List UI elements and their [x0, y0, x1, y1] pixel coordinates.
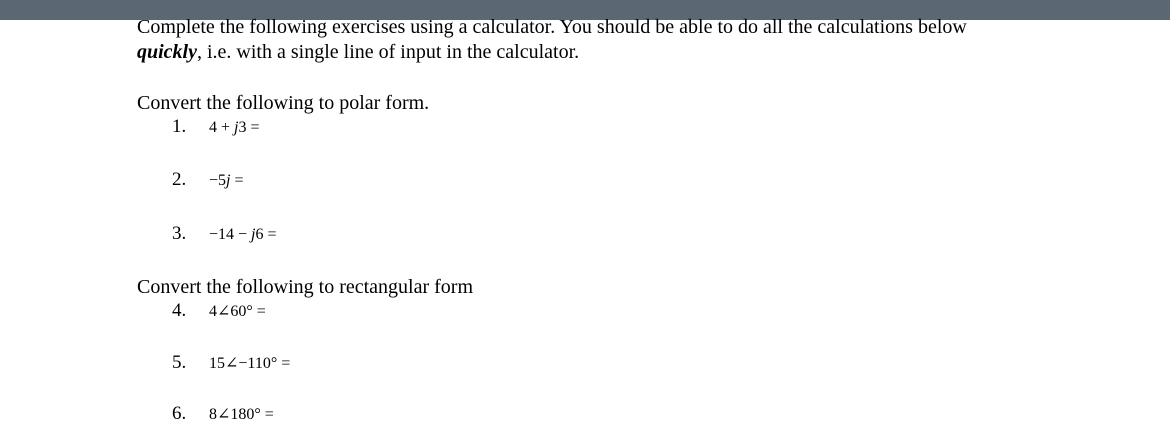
- instructions-emphasis: quickly: [137, 41, 197, 63]
- polar-section-heading: Convert the following to polar form.: [137, 92, 430, 114]
- exercise-expression: 15∠−110° =: [209, 355, 291, 372]
- exercise-number: 5.: [172, 352, 187, 373]
- rectangular-section-heading: Convert the following to rectangular form: [137, 276, 474, 298]
- exercise-expression: −14 − j6 =: [209, 226, 277, 243]
- exercise-number: 4.: [172, 300, 187, 321]
- instructions-line-2: [137, 40, 1137, 65]
- exercise-expression: 4∠60° =: [209, 303, 266, 320]
- instructions-line-1: Complete the following exercises using a calculator. You should be able to do all the calculations below: [137, 16, 967, 38]
- exercise-number: 1.: [172, 116, 187, 137]
- exercise-number: 6.: [172, 403, 187, 424]
- exercise-number: 2.: [172, 169, 187, 190]
- exercise-number: 3.: [172, 223, 187, 244]
- exercise-expression: 8∠180° =: [209, 406, 274, 423]
- exercise-expression: 4 + j3 =: [209, 119, 260, 136]
- instructions-line-2-rest: , i.e. with a single line of input in the calculator.: [197, 41, 580, 63]
- exercise-expression: −5j =: [209, 172, 244, 189]
- instructions: [137, 15, 1137, 65]
